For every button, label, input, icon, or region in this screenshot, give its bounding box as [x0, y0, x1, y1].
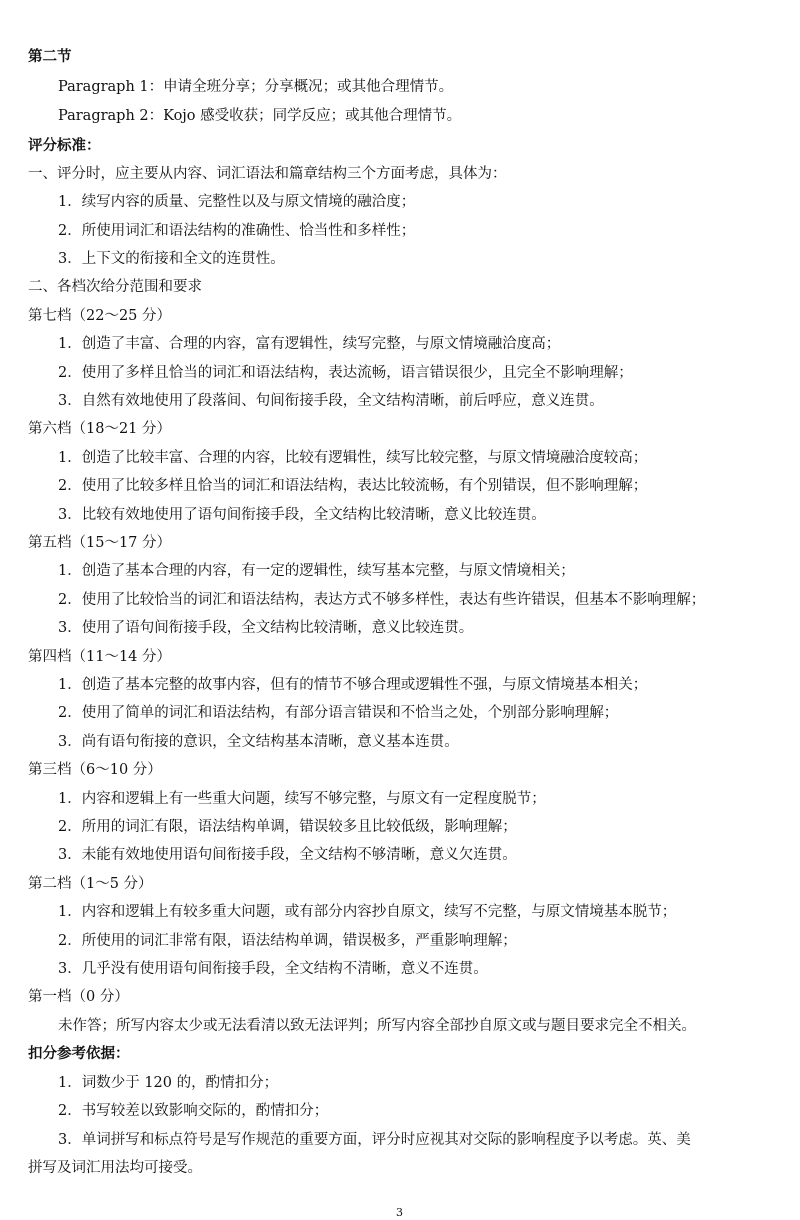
level-item: 3．尚有语句衔接的意识，全文结构基本清晰，意义基本连贯。: [58, 734, 459, 750]
level-item: 3．几乎没有使用语句间衔接手段，全文结构不清晰，意义不连贯。: [58, 961, 488, 977]
level-item: 3．使用了语句间衔接手段，全文结构比较清晰，意义比较连贯。: [58, 620, 474, 636]
paragraph-1-outline: Paragraph 1：申请全班分享；分享概况；或其他合理情节。: [58, 79, 454, 95]
level-item: 1．内容和逻辑上有一些重大问题，续写不够完整，与原文有一定程度脱节；: [58, 791, 546, 807]
scoring-part1-heading: 一、评分时，应主要从内容、词汇语法和篇章结构三个方面考虑，具体为：: [28, 166, 507, 182]
scoring-standard-title: 评分标准：: [28, 138, 101, 154]
deduction-title: 扣分参考依据：: [28, 1046, 130, 1062]
scoring-part1-item: 2．所使用词汇和语法结构的准确性、恰当性和多样性；: [58, 223, 416, 239]
level-item: 2．使用了比较多样且恰当的词汇和语法结构，表达比较流畅，有个别错误，但不影响理解；: [58, 478, 648, 494]
deduction-item: 拼写及词汇用法均可接受。: [28, 1160, 202, 1176]
level-title: 第三档（6～10 分）: [28, 762, 162, 778]
level-title: 第六档（18～21 分）: [28, 421, 172, 437]
level-item: 2．使用了简单的词汇和语法结构，有部分语言错误和不恰当之处，个别部分影响理解；: [58, 705, 619, 721]
level-item: 1．创造了基本完整的故事内容，但有的情节不够合理或逻辑性不强，与原文情境基本相关；: [58, 677, 648, 693]
level-title: 第七档（22～25 分）: [28, 308, 172, 324]
scoring-part2-heading: 二、各档次给分范围和要求: [28, 279, 202, 295]
level-item: 1．创造了比较丰富、合理的内容，比较有逻辑性，续写比较完整，与原文情境融洽度较高；: [58, 450, 648, 466]
scoring-part1-item: 3．上下文的衔接和全文的连贯性。: [58, 251, 285, 267]
page-number: 3: [396, 1206, 403, 1219]
level-item: 3．比较有效地使用了语句间衔接手段，全文结构比较清晰，意义比较连贯。: [58, 507, 546, 523]
level-item: 2．使用了比较恰当的词汇和语法结构，表达方式不够多样性，表达有些许错误，但基本不影响理解；: [58, 592, 706, 608]
deduction-item: 3．单词拼写和标点符号是写作规范的重要方面，评分时应视其对交际的影响程度予以考虑。英、美: [58, 1132, 691, 1148]
level-item: 1．创造了丰富、合理的内容，富有逻辑性，续写完整，与原文情境融洽度高；: [58, 336, 561, 352]
level-item: 未作答；所写内容太少或无法看清以致无法评判；所写内容全部抄自原文或与题目要求完全不相关。: [58, 1018, 696, 1034]
level-item: 3．未能有效地使用语句间衔接手段，全文结构不够清晰，意义欠连贯。: [58, 847, 517, 863]
scoring-part1-item: 1．续写内容的质量、完整性以及与原文情境的融洽度；: [58, 194, 416, 210]
section-two-title: 第二节: [28, 49, 72, 65]
level-title: 第一档（0 分）: [28, 989, 129, 1005]
level-item: 1．创造了基本合理的内容，有一定的逻辑性，续写基本完整，与原文情境相关；: [58, 563, 575, 579]
deduction-item: 1．词数少于 120 的，酌情扣分；: [58, 1075, 279, 1091]
level-item: 3．自然有效地使用了段落间、句间衔接手段，全文结构清晰，前后呼应，意义连贯。: [58, 393, 604, 409]
level-item: 2．所用的词汇有限，语法结构单调，错误较多且比较低级，影响理解；: [58, 819, 517, 835]
level-item: 2．所使用的词汇非常有限，语法结构单调，错误极多，严重影响理解；: [58, 933, 517, 949]
deduction-item: 2．书写较差以致影响交际的，酌情扣分；: [58, 1103, 329, 1119]
level-item: 1．内容和逻辑上有较多重大问题，或有部分内容抄自原文，续写不完整，与原文情境基本脱节；: [58, 904, 677, 920]
level-title: 第五档（15～17 分）: [28, 535, 172, 551]
level-title: 第二档（1～5 分）: [28, 876, 153, 892]
level-item: 2．使用了多样且恰当的词汇和语法结构，表达流畅，语言错误很少，且完全不影响理解；: [58, 365, 633, 381]
level-title: 第四档（11～14 分）: [28, 649, 172, 665]
paragraph-2-outline: Paragraph 2：Kojo 感受收获；同学反应；或其他合理情节。: [58, 108, 462, 124]
